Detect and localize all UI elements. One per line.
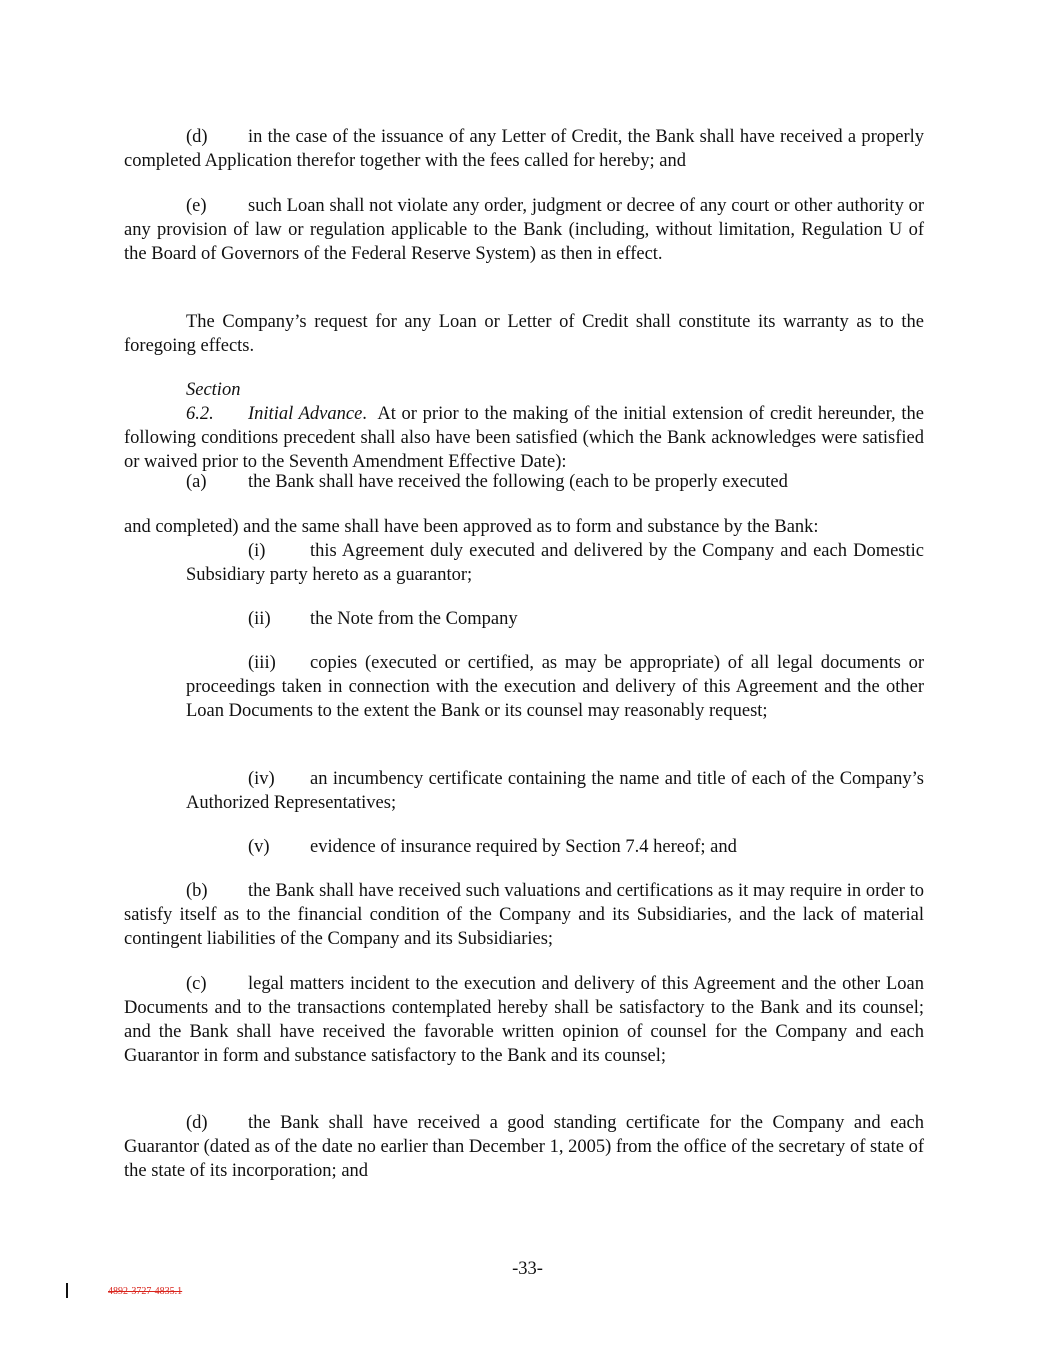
clause-text: such Loan shall not violate any order, judgment or decree of any court or other authority or any provision of law or regulation applicable to the Bank (including, without limitation, Regulation U of the Board of Governors of the Federal Reserve System) as then in effect. [124,196,924,264]
sub-item-iv [186,767,924,815]
sub-item-i [186,539,924,587]
sub-item-label: (iv) [248,769,275,789]
clause-text: legal matters incident to the execution and delivery of this Agreement and the other Loan Documents and to the transactions contemplated hereby shall be satisfactory to the Bank and its counsel; and the Bank shall have received the favorable written opinion of counsel for the Company and each Guarantor in form and substance satisfactory to the Bank and its counsel; [124,974,924,1066]
sub-item-text: copies (executed or certified, as may be appropriate) of all legal documents or proceedings taken in connection with the execution and delivery of this Agreement and the other Loan Documents to the extent the Bank or its counsel may reasonably request; [186,653,924,721]
clause-label: (b) [186,881,208,901]
clause-e-no-violation [124,194,924,266]
section-title: Initial Advance [248,404,363,424]
clause-a-continuation: and completed) and the same shall have been approved as to form and substance by the Bank: [124,517,819,537]
clause-label: (d) [186,127,208,147]
clause-c-legal-matters [124,972,924,1068]
section-6-2-paragraph: Section 6.2. Initial Advance. At or prior to the making of the initial extension of credit hereunder, the following conditions precedent shall also have been satisfied (which the Bank acknowledges were satisfied or waived prior to the Seventh Amendment Effective Date): [124,380,924,472]
sub-item-v [186,835,924,859]
sub-item-label: (i) [248,541,266,561]
clause-d-letter-of-credit [124,125,924,173]
clause-text: the Bank shall have received such valuations and certifications as it may require in order to satisfy itself as to the financial condition of the Company and its Subsidiaries, and the lack of material contingent liabilities of the Company and its Subsidiaries; [124,881,924,949]
clause-label: (d) [186,1113,208,1133]
section-number: Section 6.2. [186,380,241,424]
sub-item-label: (ii) [248,609,271,629]
sub-item-text: this Agreement duly executed and delivered by the Company and each Domestic Subsidiary party hereto as a guarantor; [186,541,924,585]
clause-text: the Bank shall have received the following (each to be properly executed [248,472,788,492]
clause-text: the Bank shall have received a good standing certificate for the Company and each Guarantor (dated as of the date no earlier than December 1, 2005) from the office of the secretary of state of the state of its incorporation; and [124,1113,924,1181]
sub-item-text: evidence of insurance required by Section 7.4 hereof; and [310,837,737,857]
page-number: -33- [512,1259,543,1279]
clause-label: (c) [186,974,207,994]
clause-label: (a) [186,472,207,492]
sub-item-iii [186,651,924,723]
sub-item-label: (v) [248,837,270,857]
clause-label: (e) [186,196,207,216]
clause-d-good-standing [124,1111,924,1183]
change-bar [66,1283,68,1298]
sub-item-text: an incumbency certificate containing the name and title of each of the Company’s Authorized Representatives; [186,769,924,813]
clause-b-valuations [124,879,924,951]
sub-item-ii [186,607,924,631]
document-id: 4892-3727-4835.1 [108,1286,183,1297]
sub-item-text: the Note from the Company [310,609,518,629]
warranty-paragraph: The Company’s request for any Loan or Letter of Credit shall constitute its warranty as to the foregoing effects. [124,312,924,356]
clause-text: in the case of the issuance of any Letter of Credit, the Bank shall have received a properly completed Application therefor together with the fees called for hereby; and [124,127,924,171]
section-text: At or prior to the making of the initial extension of credit hereunder, the following conditions precedent shall also have been satisfied (which the Bank acknowledges were satisfied or waived prior to the Seventh Amendment Effective Date): [124,404,924,472]
sub-item-label: (iii) [248,653,276,673]
clause-a-first-line [124,470,924,494]
